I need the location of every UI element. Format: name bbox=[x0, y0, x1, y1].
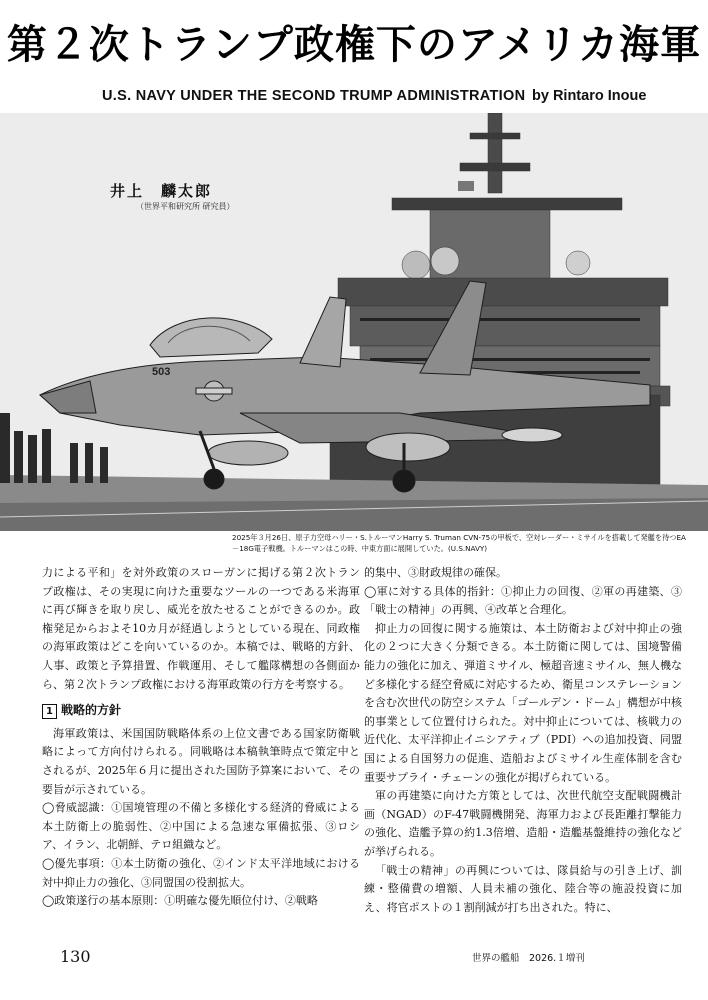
article-subtitle: U.S. NAVY UNDER THE SECOND TRUMP ADMINISTRATION bbox=[102, 88, 526, 104]
column-right bbox=[364, 564, 682, 917]
publication-footer: 世界の艦船 2026.１増刊 bbox=[472, 953, 585, 964]
list-item: ◯政策遂行の基本原則：①明確な優先順位付け、②戦略 bbox=[42, 894, 318, 908]
page-number: 130 bbox=[60, 947, 91, 966]
list-item: ◯軍に対する具体的指針：①抑止力の回復、②軍の再建築、③「戦士の精神」の再興、④改革と合理化。 bbox=[364, 584, 682, 617]
body-paragraph: 軍の再建築に向けた方策としては、次世代航空支配戦闘機計画（NGAD）のF-47戦闘機開発、海軍力および長距離打撃能力の強化、造艦予算の約1.3倍増、造船・造艦基盤維持の強化などが挙げられる。 bbox=[364, 789, 682, 858]
section-number: 1 bbox=[42, 704, 57, 719]
list-item: ◯優先事項：①本土防衛の強化、②インド太平洋地域における対中抑止力の強化、③同盟国の役割拡大。 bbox=[42, 856, 360, 889]
section-heading bbox=[42, 701, 360, 720]
article-title: 第２次トランプ政権下のアメリカ海軍 bbox=[6, 22, 702, 68]
author-affiliation: （世界平和研究所 研究員） bbox=[136, 202, 235, 211]
intro-paragraph: 力による平和」を対外政策のスローガンに掲げる第２次トランプ政権は、その実現に向けた重要なツールの一つである米海軍に再び輝きを取り戻し、威光を放たせることができるのか。政権発足からおよそ10カ月が経過しようとしている現在、同政権の海軍政策はどこを向いているのか。本稿では、戦略的方針、人事、政策と予算措置、作戦運用、そして艦隊構想の各側面から、第２次トランプ政権における海軍政策の行方を考察する。 bbox=[42, 566, 360, 691]
body-paragraph: 的集中、③財政規律の確保。 bbox=[364, 566, 507, 579]
column-left bbox=[42, 564, 360, 911]
aircraft-number: 503 bbox=[152, 366, 171, 378]
byline: by Rintaro Inoue bbox=[532, 88, 647, 104]
hero-photo bbox=[0, 113, 708, 531]
body-paragraph: 「戦士の精神」の再興については、隊員給与の引き上げ、訓練・整備費の増額、人員未補の強化、陸合等の施設投資に加え、将官ポストの１割削減が打ち出された。特に、 bbox=[364, 863, 682, 914]
list-item: ◯脅威認識：①国境管理の不備と多様化する経済的脅威による本土防衛上の脆弱性、②中国による急速な軍備拡張、③ロシア、イラン、北朝鮮、テロ組織など。 bbox=[42, 801, 360, 852]
carrier-illustration bbox=[0, 113, 708, 531]
body-paragraph: 海軍政策は、米国国防戦略体系の上位文書である国家防衛戦略によって方向付けられる。同戦略は本稿執筆時点で策定中とされるが、2025年６月に提出された国防予算案において、その要旨が示されている。 bbox=[42, 726, 360, 796]
body-paragraph: 抑止力の回復に関する施策は、本土防衛および対中抑止の強化の２つに大きく分類できる。本土防衛に関しては、国境警備能力の強化に加え、弾道ミサイル、極超音速ミサイル、無人機など多様化する経空脅威に対応するため、衛星コンステレーションを含む次世代の防空システム「ゴールデン・ドーム」構想が中核的事業として位置付けられた。対中抑止については、核戦力の近代化、太平洋抑止イニシアティブ（PDI）への追加投資、同盟国による自国努力の促進、造船およびミサイル生産体制を含む重要サプライ・チェーンの強化が掲げられている。 bbox=[364, 621, 682, 784]
author-name: 井上 麟太郎 bbox=[110, 182, 213, 200]
section-heading-text: 戦略的方針 bbox=[61, 703, 122, 718]
photo-caption: 2025年３月26日、原子力空母ハリー・S.トルーマンHarry S. Truman CVN-75の甲板で、空対レーダー・ミサイルを搭載して発艦を待つEA－18G電子戦機。トルーマンはこの時、中東方面に展開していた。(U.S.NAVY) bbox=[232, 533, 686, 553]
